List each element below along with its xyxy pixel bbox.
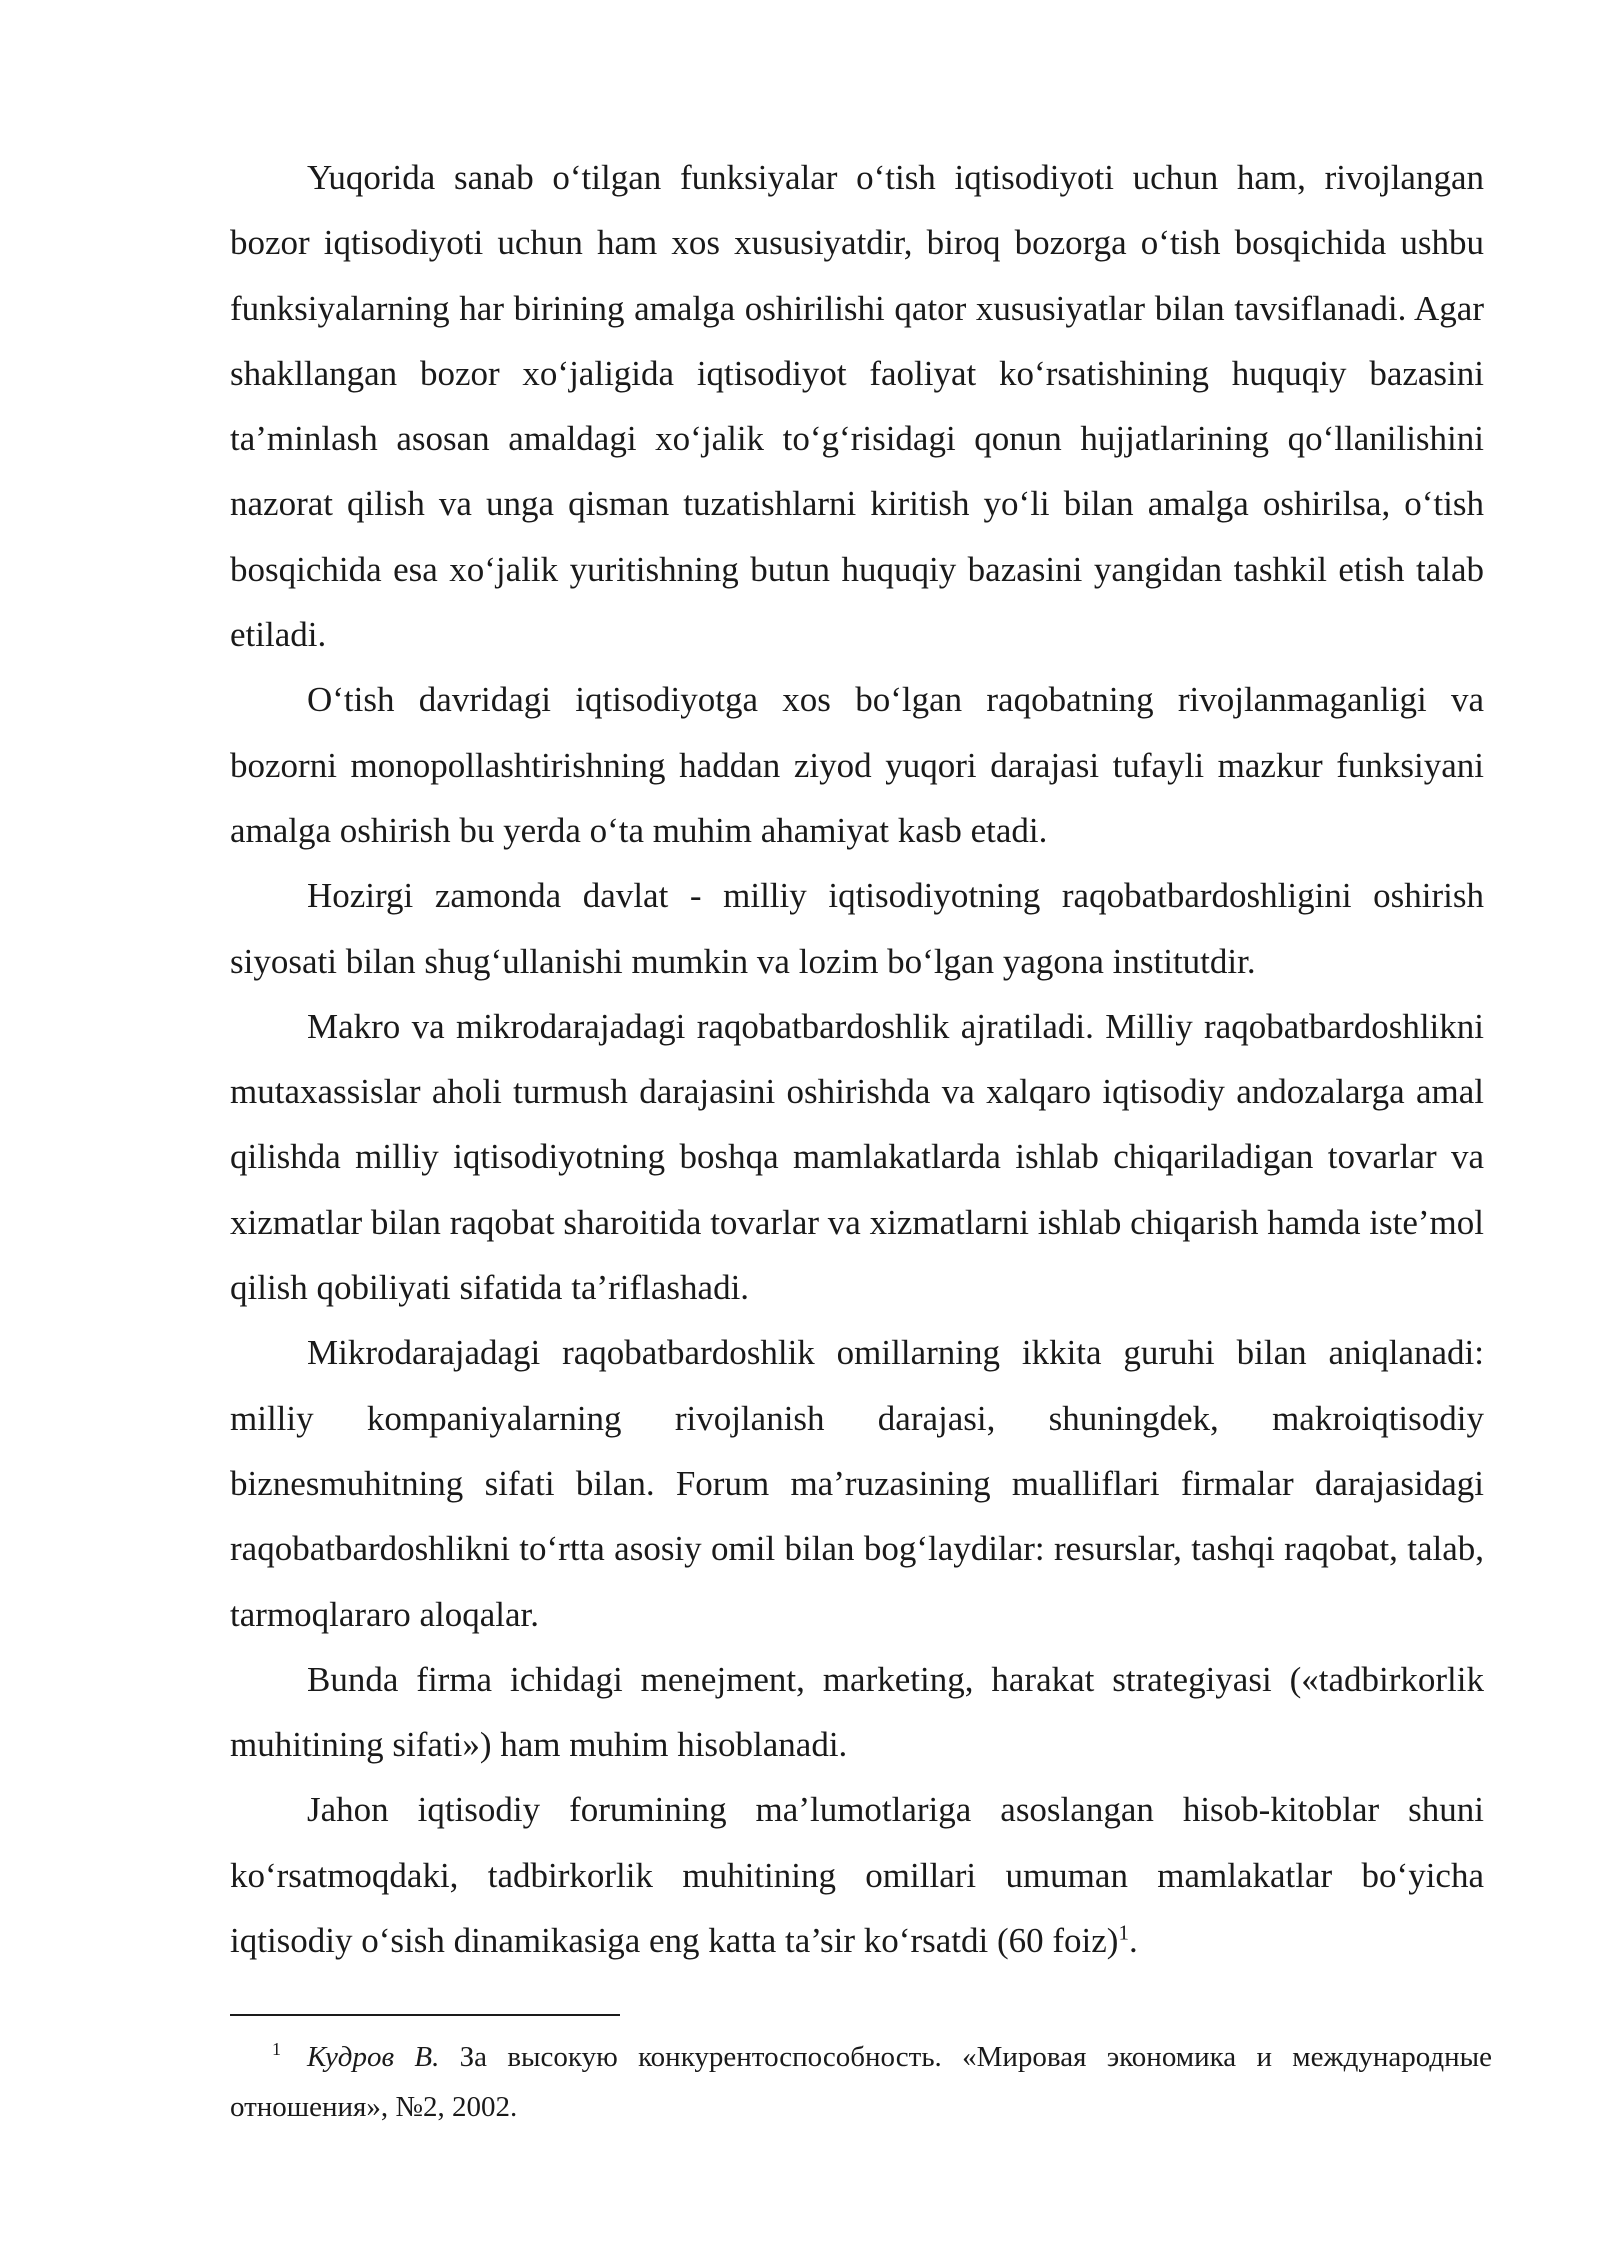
footnote-text: За высокую конкурентоспособность. «Мировая экономика и международные отношения», №2, 2002. <box>230 2041 1493 2123</box>
footnote-reference[interactable]: 1 <box>1118 1920 1129 1945</box>
main-text <box>230 145 1484 1973</box>
paragraph-5: Mikrodarajadagi raqobatbardoshlik omillarning ikkita guruhi bilan aniqlanadi: milliy kompaniyalarning rivojlanish darajasi, shuningdek, makroiqtisodiy biznesmuhitning sifati bilan. Forum ma’ruzasining mualliflari firmalar darajasidagi raqobatbardoshlikni to‘rtta asosiy omil bilan bog‘laydilar: resurslar, tashqi raqobat, talab, tarmoqlararo aloqalar. <box>230 1333 1484 1634</box>
footnote-separator <box>230 2014 620 2016</box>
footnote <box>230 2032 1492 2132</box>
paragraph-7-end-punct: . <box>1128 1921 1138 1961</box>
footnote-author: Кудров В. <box>307 2041 440 2073</box>
footnote-number: 1 <box>272 2039 281 2060</box>
paragraph-1: Yuqorida sanab o‘tilgan funksiyalar o‘tish iqtisodiyoti uchun ham, rivojlangan bozor iqtisodiyoti uchun ham xos xususiyatdir, biroq bozorga o‘tish bosqichida ushbu funksiyalarning har birining amalga oshirilishi qator xususiyatlar bilan tavsiflanadi. Agar shakllangan bozor xo‘jaligida iqtisodiyot faoliyat ko‘rsatishining huquqiy bazasini ta’minlash asosan amaldagi xo‘jalik to‘g‘risidagi qonun hujjatlarining qo‘llanilishini nazorat qilish va unga qisman tuzatishlarni kiritish yo‘li bilan amalga oshirilsa, o‘tish bosqichida esa xo‘jalik yuritishning butun huquqiy bazasini yangidan tashkil etish talab etiladi. <box>230 158 1484 655</box>
paragraph-4: Makro va mikrodarajadagi raqobatbardoshlik ajratiladi. Milliy raqobatbardoshlikni mutaxassislar aholi turmush darajasini oshirishda va xalqaro iqtisodiy andozalarga amal qilishda milliy iqtisodiyotning boshqa mamlakatlarda ishlab chiqariladigan tovarlar va xizmatlar bilan raqobat sharoitida tovarlar va xizmatlarni ishlab chiqarish hamda iste’mol qilish qobiliyati sifatida ta’riflashadi. <box>230 1006 1484 1308</box>
paragraph-2: O‘tish davridagi iqtisodiyotga xos bo‘lgan raqobatning rivojlanmaganligi va bozorni monopollashtirishning haddan ziyod yuqori darajasi tufayli mazkur funksiyani amalga oshirish bu yerda o‘ta muhim ahamiyat kasb etadi. <box>230 680 1484 850</box>
paragraph-7-text: Jahon iqtisodiy forumining ma’lumotlariga asoslangan hisob-kitoblar shuni ko‘rsatmoqdaki, tadbirkorlik muhitining omillari umuman mamlakatlar bo‘yicha iqtisodiy o‘sish dinamikasiga eng katta ta’sir ko‘rsatdi (60 foiz) <box>230 1790 1484 1961</box>
paragraph-3: Hozirgi zamonda davlat - milliy iqtisodiyotning raqobatbardoshligini oshirish siyosati bilan shug‘ullanishi mumkin va lozim bo‘lgan yagona institutdir. <box>230 876 1484 981</box>
paragraph-6: Bunda firma ichidagi menejment, marketing, harakat strategiyasi («tadbirkorlik muhitining sifati») ham muhim hisoblanadi. <box>230 1659 1484 1765</box>
paragraph-7 <box>230 1777 1484 1973</box>
